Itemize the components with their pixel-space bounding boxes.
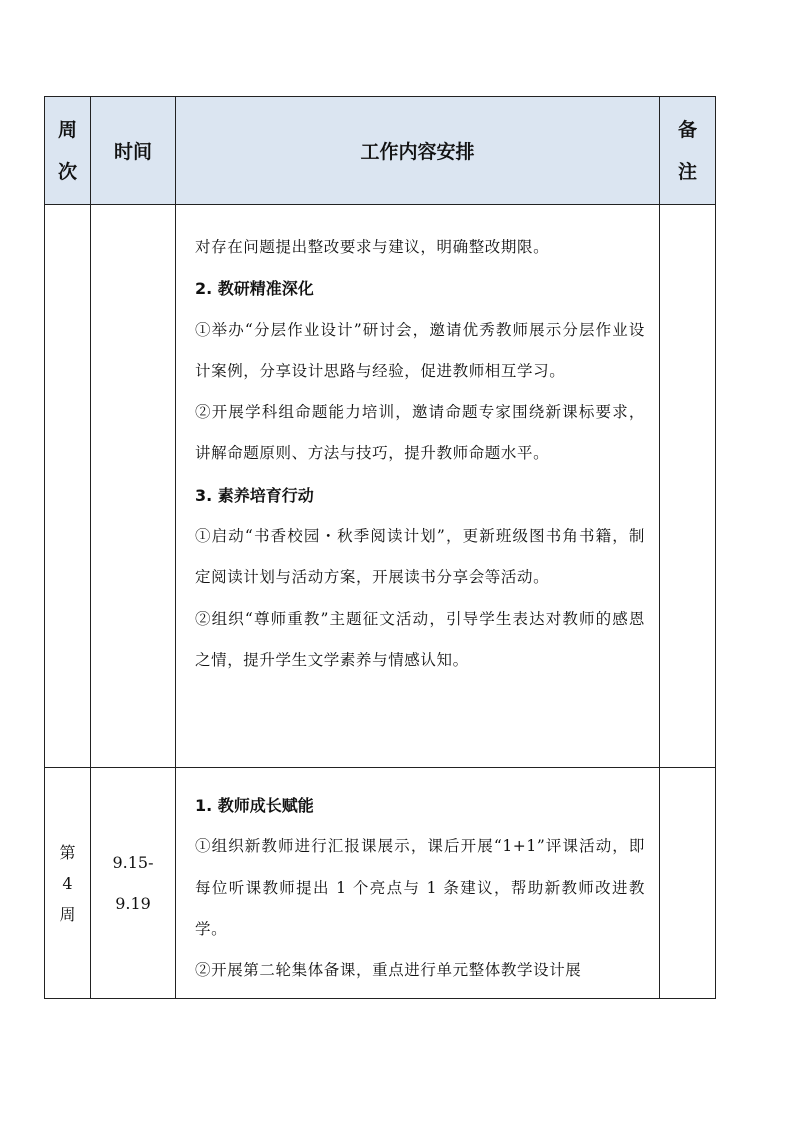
table-row xyxy=(45,768,716,999)
paragraph: ②开展第二轮集体备课，重点进行单元整体教学设计展 xyxy=(195,961,582,980)
time-line: 9.19 xyxy=(115,894,151,913)
table-row xyxy=(45,205,716,768)
week-char: 4 xyxy=(62,873,73,893)
week-header-line: 周 xyxy=(57,118,77,141)
note-header-line: 备 xyxy=(677,118,697,141)
week-header-line: 次 xyxy=(57,160,77,183)
paragraph: 对存在问题提出整改要求与建议，明确整改期限。 xyxy=(195,238,550,256)
paragraph: ②开展学科组命题能力培训，邀请命题专家围绕新课标要求，讲解命题原则、方法与技巧，提升教师命题水平。 xyxy=(195,403,645,463)
paragraph: ②组织“尊师重教”主题征文活动，引导学生表达对教师的感恩之情，提升学生文学素养与情感认知。 xyxy=(195,609,645,669)
week-char: 第 xyxy=(59,842,76,862)
note-header-line: 注 xyxy=(677,160,697,183)
time-header: 时间 xyxy=(91,97,176,205)
note-cell xyxy=(660,768,716,999)
week-cell xyxy=(45,768,91,999)
table-header-row xyxy=(45,97,716,205)
paragraph: ①组织新教师进行汇报课展示，课后开展“1+1”评课活动，即每位听课教师提出 1 个亮点与 1 条建议，帮助新教师改进教学。 xyxy=(195,837,645,938)
time-line: 9.15- xyxy=(112,853,154,872)
section-heading: 3. 素养培育行动 xyxy=(195,485,314,505)
content-paragraphs xyxy=(195,785,645,991)
work-plan-table xyxy=(44,96,716,999)
week-header xyxy=(45,97,91,205)
note-header xyxy=(660,97,716,205)
week-char: 周 xyxy=(59,904,76,924)
note-cell xyxy=(660,205,716,768)
paragraph: ①举办“分层作业设计”研讨会，邀请优秀教师展示分层作业设计案例，分享设计思路与经验，促进教师相互学习。 xyxy=(195,320,645,380)
section-heading: 1. 教师成长赋能 xyxy=(195,796,314,815)
time-cell xyxy=(91,205,176,768)
time-cell xyxy=(91,768,176,999)
content-paragraphs xyxy=(195,227,645,681)
section-heading: 2. 教研精准深化 xyxy=(195,279,314,299)
week-cell xyxy=(45,205,91,768)
paragraph: ①启动“书香校园・秋季阅读计划”，更新班级图书角书籍，制定阅读计划与活动方案，开展读书分享会等活动。 xyxy=(195,527,645,587)
content-cell xyxy=(176,768,660,999)
content-header: 工作内容安排 xyxy=(176,97,660,205)
content-cell xyxy=(176,205,660,768)
